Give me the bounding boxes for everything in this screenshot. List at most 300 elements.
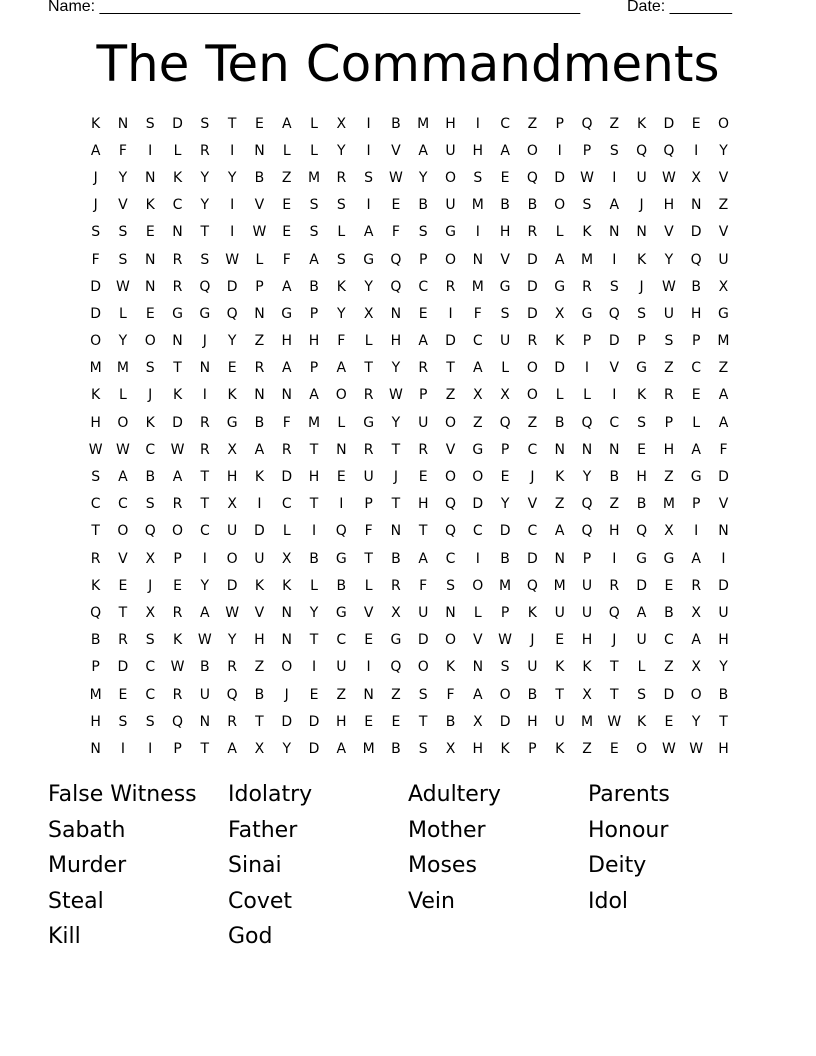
date-field[interactable]: Date: _______	[627, 0, 732, 15]
grid-letter: S	[309, 224, 319, 241]
grid-letter: C	[445, 550, 456, 567]
grid-letter: E	[691, 387, 701, 404]
grid-letter: K	[445, 659, 456, 676]
grid-letter: T	[200, 469, 210, 486]
grid-letter: G	[472, 441, 484, 458]
grid-letter: O	[172, 523, 184, 540]
grid-letter: W	[661, 278, 676, 295]
grid-letter: S	[145, 632, 155, 649]
grid-letter: Q	[390, 659, 402, 676]
grid-letter: V	[718, 224, 729, 241]
word-list-item: Father	[228, 817, 298, 843]
grid-letter: M	[307, 169, 321, 186]
grid-letter: X	[473, 713, 483, 730]
grid-letter: X	[582, 686, 592, 703]
grid-letter: V	[609, 360, 620, 377]
grid-letter: A	[418, 142, 428, 159]
grid-letter: O	[472, 469, 484, 486]
grid-letter: I	[257, 496, 262, 513]
grid-letter: D	[445, 333, 456, 350]
grid-letter: S	[336, 197, 346, 214]
grid-letter: V	[254, 197, 265, 214]
grid-letter: T	[118, 604, 128, 621]
grid-letter: S	[145, 496, 155, 513]
grid-letter: E	[118, 577, 128, 594]
grid-letter: M	[417, 115, 430, 132]
grid-letter: Y	[418, 169, 428, 186]
word-list-item: Sabath	[48, 817, 126, 843]
grid-letter: R	[582, 278, 592, 295]
grid-letter: N	[172, 224, 183, 241]
grid-letter: O	[144, 333, 156, 350]
grid-letter: P	[91, 659, 100, 676]
grid-letter: H	[636, 469, 647, 486]
grid-letter: I	[366, 142, 371, 159]
grid-letter: Z	[554, 496, 565, 513]
grid-letter: P	[173, 740, 182, 757]
grid-letter: T	[418, 713, 428, 730]
grid-letter: O	[335, 387, 347, 404]
letter-grid	[82, 110, 737, 763]
grid-letter: X	[145, 604, 156, 621]
grid-letter: J	[148, 577, 153, 594]
grid-letter: Q	[526, 169, 538, 186]
grid-letter: T	[364, 360, 373, 377]
grid-letter: Q	[581, 496, 593, 513]
grid-letter: A	[418, 550, 428, 567]
grid-letter: I	[448, 305, 453, 322]
grid-letter: X	[473, 387, 483, 404]
grid-letter: O	[90, 333, 102, 350]
word-list-item: Adultery	[408, 782, 501, 807]
grid-letter: Y	[200, 197, 210, 214]
grid-letter: A	[473, 686, 483, 703]
grid-letter: R	[172, 604, 183, 621]
word-list	[48, 779, 768, 957]
grid-letter: U	[636, 169, 647, 186]
grid-letter: E	[609, 740, 619, 757]
word-list-item: Moses	[408, 853, 477, 879]
grid-letter: J	[639, 197, 644, 214]
grid-letter: H	[90, 713, 101, 730]
grid-letter: T	[610, 686, 619, 703]
grid-letter: Y	[282, 740, 291, 757]
grid-letter: A	[554, 523, 565, 540]
grid-letter: E	[282, 197, 292, 214]
grid-letter: T	[719, 713, 728, 730]
grid-letter: O	[526, 142, 538, 159]
grid-letter: I	[475, 550, 480, 567]
grid-letter: P	[637, 333, 646, 350]
grid-letter: K	[91, 577, 101, 594]
grid-letter: F	[446, 686, 455, 703]
grid-letter: R	[199, 414, 210, 431]
grid-letter: W	[116, 441, 130, 458]
grid-letter: R	[363, 387, 374, 404]
grid-letter: A	[281, 360, 292, 377]
grid-letter: U	[445, 197, 456, 214]
grid-letter: C	[336, 632, 347, 649]
grid-letter: M	[116, 360, 129, 377]
grid-letter: N	[199, 713, 211, 730]
grid-letter: C	[527, 523, 538, 540]
grid-letter: U	[445, 142, 456, 159]
grid-letter: W	[661, 169, 676, 186]
grid-letter: F	[391, 224, 400, 241]
grid-letter: E	[391, 197, 401, 214]
grid-letter: S	[200, 115, 210, 132]
grid-letter: A	[254, 441, 265, 458]
grid-letter: C	[500, 115, 510, 132]
grid-letter: U	[418, 414, 429, 431]
grid-letter: Z	[664, 469, 674, 486]
grid-letter: X	[281, 550, 292, 567]
grid-letter: A	[500, 142, 510, 159]
grid-letter: Z	[281, 169, 292, 186]
grid-letter: K	[145, 414, 155, 431]
grid-letter: P	[418, 251, 428, 268]
grid-letter: J	[202, 333, 207, 350]
grid-letter: M	[499, 577, 512, 594]
grid-letter: Y	[118, 169, 128, 186]
grid-letter: A	[691, 550, 701, 567]
grid-letter: K	[91, 387, 101, 404]
grid-letter: J	[284, 686, 289, 703]
grid-letter: I	[311, 523, 317, 540]
grid-letter: B	[145, 469, 156, 486]
grid-letter: B	[254, 414, 265, 431]
grid-letter: G	[363, 251, 375, 268]
grid-letter: R	[199, 441, 210, 458]
grid-letter: E	[255, 115, 264, 132]
grid-letter: X	[363, 305, 374, 322]
grid-letter: R	[227, 713, 237, 730]
grid-letter: B	[527, 197, 538, 214]
grid-letter: Z	[609, 115, 620, 132]
grid-letter: L	[637, 659, 646, 676]
grid-letter: I	[311, 659, 317, 676]
word-list-item: Murder	[48, 853, 127, 879]
grid-letter: Y	[227, 632, 237, 649]
grid-letter: B	[500, 550, 510, 567]
grid-letter: L	[337, 224, 346, 241]
grid-letter: I	[366, 115, 371, 132]
grid-letter: N	[445, 604, 456, 621]
grid-letter: B	[609, 469, 620, 486]
grid-letter: P	[309, 360, 319, 377]
grid-letter: L	[119, 305, 127, 322]
grid-letter: B	[200, 659, 210, 676]
grid-letter: T	[555, 686, 564, 703]
grid-letter: H	[718, 632, 729, 649]
grid-letter: I	[202, 550, 207, 567]
grid-letter: K	[172, 169, 183, 186]
grid-letter: O	[117, 523, 129, 540]
grid-letter: R	[254, 360, 265, 377]
grid-letter: Y	[227, 333, 237, 350]
grid-letter: F	[473, 305, 482, 322]
grid-letter: N	[199, 360, 211, 377]
grid-letter: O	[526, 387, 538, 404]
grid-letter: G	[172, 305, 183, 322]
grid-letter: S	[637, 686, 647, 703]
grid-letter: T	[418, 523, 428, 540]
grid-letter: J	[639, 278, 644, 295]
grid-letter: D	[718, 577, 729, 594]
grid-letter: S	[118, 251, 128, 268]
grid-letter: U	[499, 333, 511, 350]
grid-letter: U	[636, 632, 647, 649]
grid-letter: M	[580, 251, 594, 268]
grid-letter: A	[118, 469, 128, 486]
word-list-item: God	[228, 924, 273, 950]
grid-letter: Z	[718, 197, 729, 214]
grid-letter: Z	[664, 360, 674, 377]
grid-letter: I	[475, 224, 480, 241]
grid-letter: Z	[664, 659, 674, 676]
grid-letter: B	[254, 169, 265, 186]
grid-letter: H	[718, 740, 729, 757]
grid-letter: K	[555, 333, 565, 350]
grid-letter: S	[500, 659, 510, 676]
grid-letter: R	[227, 659, 237, 676]
grid-letter: P	[309, 305, 319, 322]
grid-letter: C	[527, 441, 538, 458]
grid-letter: A	[281, 278, 292, 295]
grid-letter: T	[200, 224, 210, 241]
grid-letter: X	[691, 169, 701, 186]
grid-letter: Y	[391, 360, 401, 377]
grid-letter: J	[530, 469, 535, 486]
grid-letter: V	[363, 604, 374, 621]
grid-letter: Q	[390, 251, 402, 268]
grid-letter: Y	[391, 414, 401, 431]
grid-letter: B	[391, 115, 401, 132]
grid-letter: W	[116, 278, 130, 295]
grid-letter: D	[90, 278, 102, 295]
grid-letter: S	[336, 251, 346, 268]
grid-letter: X	[391, 604, 401, 621]
grid-letter: J	[93, 169, 98, 186]
word-list-item: Mother	[408, 817, 486, 843]
grid-letter: A	[554, 251, 565, 268]
grid-letter: E	[555, 632, 565, 649]
grid-letter: S	[145, 713, 155, 730]
grid-letter: P	[555, 115, 564, 132]
grid-letter: A	[473, 360, 483, 377]
grid-letter: S	[91, 224, 101, 241]
grid-letter: E	[227, 360, 237, 377]
grid-letter: O	[444, 469, 457, 486]
grid-letter: Y	[337, 305, 346, 322]
grid-letter: D	[554, 169, 566, 186]
word-list-item: Idol	[588, 888, 629, 914]
grid-letter: U	[527, 659, 538, 676]
grid-letter: O	[417, 659, 429, 676]
grid-letter: L	[337, 414, 346, 431]
grid-letter: P	[664, 414, 674, 431]
grid-letter: N	[172, 333, 183, 350]
grid-letter: D	[690, 224, 702, 241]
grid-letter: E	[500, 169, 510, 186]
grid-letter: L	[282, 142, 291, 159]
grid-letter: I	[694, 523, 699, 540]
grid-letter: N	[554, 441, 565, 458]
grid-letter: I	[148, 740, 153, 757]
grid-letter: V	[445, 441, 456, 458]
grid-letter: A	[281, 115, 292, 132]
grid-letter: I	[148, 142, 153, 159]
grid-letter: Y	[227, 169, 237, 186]
grid-letter: B	[500, 197, 510, 214]
grid-letter: W	[225, 604, 240, 621]
grid-letter: K	[172, 387, 183, 404]
name-field[interactable]: Name: ______________________________________________________	[48, 0, 581, 15]
grid-letter: K	[282, 577, 292, 594]
grid-letter: R	[527, 224, 538, 241]
grid-letter: H	[663, 441, 675, 458]
grid-letter: G	[636, 360, 648, 377]
grid-letter: M	[662, 496, 675, 513]
grid-letter: Z	[254, 333, 265, 350]
grid-letter: B	[527, 686, 538, 703]
grid-letter: E	[145, 224, 155, 241]
grid-letter: X	[254, 740, 265, 757]
grid-letter: V	[500, 251, 510, 268]
grid-letter: Y	[664, 251, 674, 268]
grid-letter: U	[336, 659, 347, 676]
grid-letter: Y	[309, 604, 319, 621]
grid-letter: X	[336, 115, 347, 132]
grid-letter: N	[390, 523, 402, 540]
grid-letter: B	[636, 496, 647, 513]
grid-letter: Q	[335, 523, 347, 540]
grid-letter: S	[418, 686, 428, 703]
grid-letter: N	[254, 387, 265, 404]
grid-letter: V	[391, 142, 401, 159]
grid-letter: Z	[336, 686, 347, 703]
grid-letter: J	[148, 387, 153, 404]
grid-letter: G	[199, 305, 211, 322]
grid-letter: P	[255, 278, 264, 295]
grid-letter: V	[664, 224, 674, 241]
grid-letter: D	[172, 414, 183, 431]
grid-letter: U	[581, 604, 593, 621]
grid-letter: I	[612, 251, 617, 268]
grid-letter: E	[336, 469, 346, 486]
grid-letter: V	[254, 604, 265, 621]
grid-letter: S	[418, 224, 428, 241]
grid-letter: Q	[663, 142, 675, 159]
grid-letter: I	[475, 115, 480, 132]
grid-letter: Y	[200, 577, 210, 594]
grid-letter: X	[554, 305, 565, 322]
grid-letter: L	[501, 360, 509, 377]
grid-letter: A	[609, 197, 620, 214]
grid-letter: L	[173, 142, 182, 159]
grid-letter: N	[554, 550, 565, 567]
grid-letter: U	[663, 305, 674, 322]
grid-letter: R	[609, 577, 620, 594]
grid-letter: K	[254, 577, 265, 594]
grid-letter: P	[582, 550, 592, 567]
grid-letter: J	[612, 632, 617, 649]
grid-letter: J	[530, 632, 535, 649]
grid-letter: Y	[719, 659, 728, 676]
grid-letter: F	[91, 251, 100, 268]
grid-letter: O	[281, 659, 293, 676]
grid-letter: C	[418, 278, 429, 295]
grid-letter: H	[390, 333, 402, 350]
grid-letter: C	[145, 441, 156, 458]
grid-letter: U	[199, 686, 210, 703]
grid-letter: S	[609, 278, 619, 295]
grid-letter: Q	[199, 278, 211, 295]
grid-letter: O	[444, 251, 457, 268]
grid-letter: E	[500, 469, 510, 486]
grid-letter: G	[636, 550, 648, 567]
grid-letter: C	[472, 333, 483, 350]
grid-letter: Z	[609, 496, 620, 513]
grid-letter: G	[718, 305, 729, 322]
grid-letter: W	[580, 169, 594, 186]
grid-letter: L	[583, 387, 591, 404]
grid-letter: S	[118, 224, 128, 241]
grid-letter: E	[364, 632, 374, 649]
grid-letter: I	[721, 550, 726, 567]
grid-letter: A	[200, 604, 210, 621]
grid-letter: F	[337, 333, 346, 350]
grid-letter: H	[581, 632, 593, 649]
grid-letter: O	[636, 740, 648, 757]
grid-letter: A	[309, 251, 319, 268]
grid-letter: N	[690, 197, 702, 214]
grid-letter: K	[500, 740, 510, 757]
grid-letter: Q	[390, 278, 402, 295]
grid-letter: N	[609, 224, 620, 241]
grid-letter: Q	[581, 523, 593, 540]
grid-letter: G	[363, 414, 375, 431]
grid-letter: I	[230, 142, 235, 159]
grid-letter: H	[90, 414, 101, 431]
grid-letter: N	[281, 632, 292, 649]
grid-letter: U	[554, 713, 565, 730]
grid-letter: R	[90, 550, 101, 567]
grid-letter: Q	[636, 142, 648, 159]
grid-letter: S	[418, 740, 428, 757]
grid-letter: W	[607, 713, 622, 730]
grid-letter: K	[172, 632, 183, 649]
grid-letter: G	[445, 224, 456, 241]
grid-letter: E	[309, 686, 319, 703]
grid-letter: I	[339, 496, 344, 513]
grid-letter: S	[664, 333, 674, 350]
grid-letter: K	[636, 251, 647, 268]
grid-letter: H	[308, 333, 320, 350]
grid-letter: S	[473, 169, 483, 186]
grid-letter: L	[310, 115, 318, 132]
grid-letter: T	[173, 360, 182, 377]
grid-letter: Q	[636, 523, 648, 540]
grid-letter: W	[225, 251, 240, 268]
grid-letter: T	[309, 632, 319, 649]
grid-letter: Y	[691, 713, 701, 730]
grid-letter: F	[118, 142, 127, 159]
grid-letter: E	[145, 305, 155, 322]
grid-letter: O	[226, 550, 238, 567]
grid-letter: Z	[254, 659, 265, 676]
grid-letter: F	[282, 414, 291, 431]
